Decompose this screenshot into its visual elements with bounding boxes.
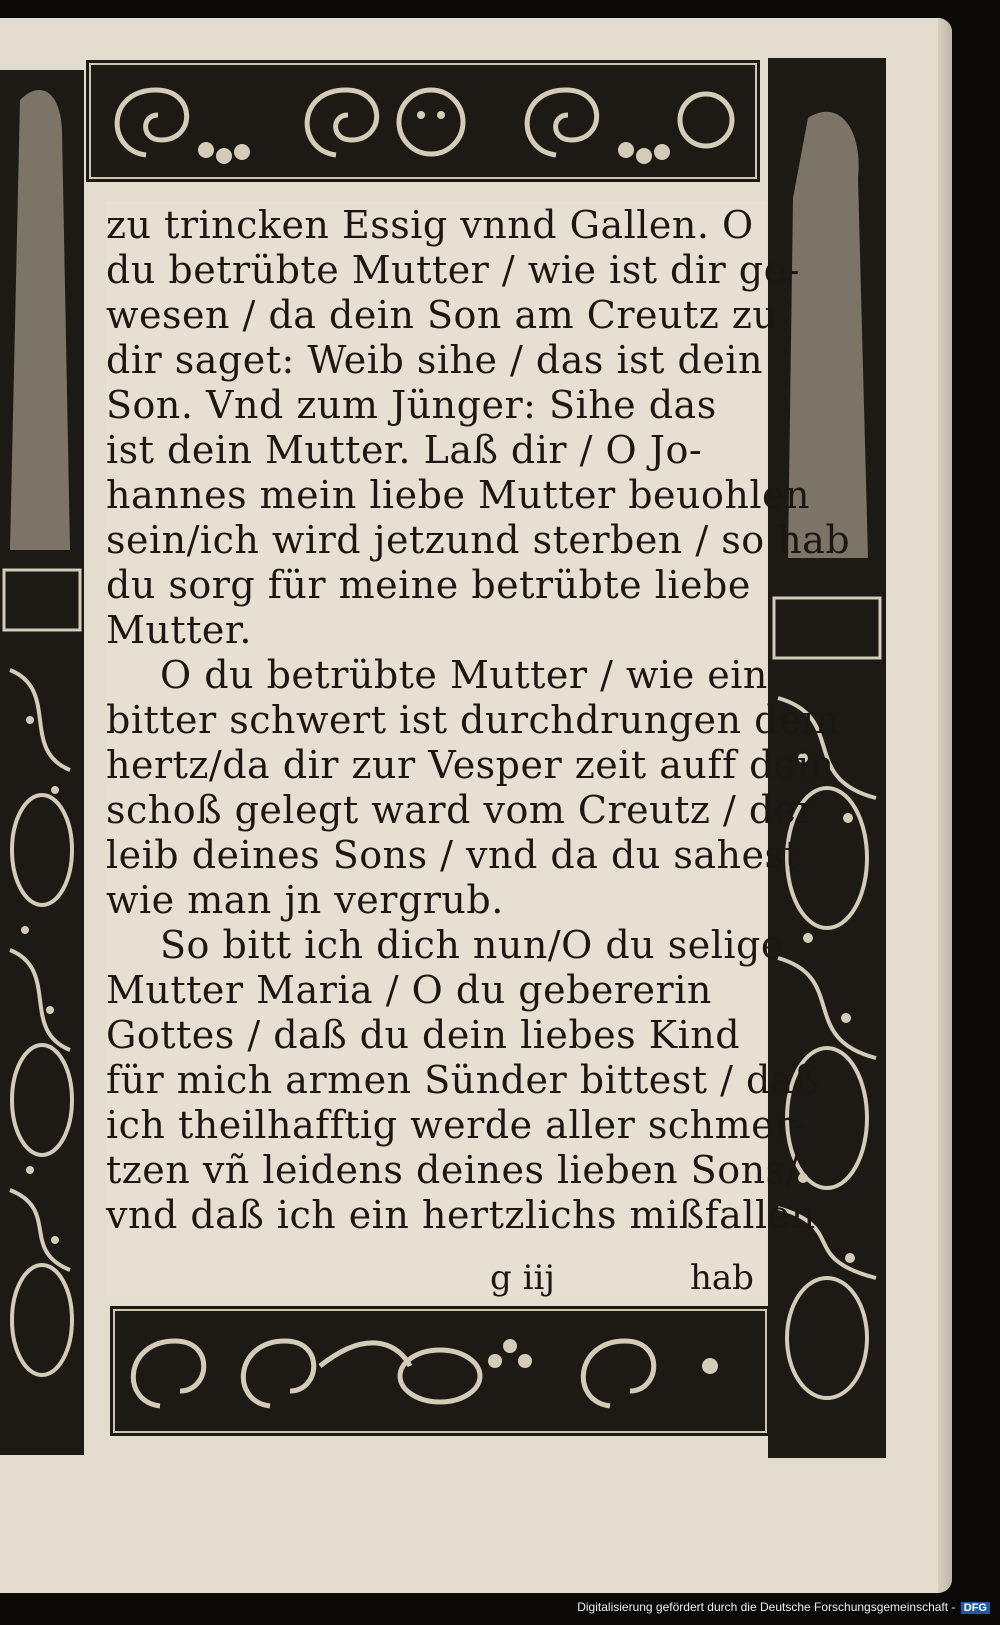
page-edge xyxy=(938,18,952,1593)
text-line: schoß gelegt ward vom Creutz / der xyxy=(106,788,816,832)
text-line: Son. Vnd zum Jünger: Sihe das xyxy=(106,383,717,427)
text-line: leib deines Sons / vnd da du sahest xyxy=(106,833,801,877)
text-line: Mutter Maria / O du gebererin xyxy=(106,968,712,1012)
dfg-logo: DFG xyxy=(961,1602,990,1614)
text-line: dir saget: Weib sihe / das ist dein xyxy=(106,338,763,382)
text-line: Mutter. xyxy=(106,608,252,652)
text-line: Gottes / daß du dein liebes Kind xyxy=(106,1013,741,1057)
catchword: hab xyxy=(690,1258,754,1298)
text-line: ist dein Mutter. Laß dir / O Jo- xyxy=(106,428,703,472)
book-page xyxy=(0,18,952,1593)
left-ornament-drawing xyxy=(0,70,84,1455)
text-line: hertz/da dir zur Vesper zeit auff dein xyxy=(106,743,835,787)
bottom-woodcut-border xyxy=(110,1306,770,1436)
text-line: sein/ich wird jetzund sterben / so hab xyxy=(106,518,851,562)
text-line: zu trincken Essig vnnd Gallen. O xyxy=(106,203,754,247)
bottom-ornament-drawing xyxy=(110,1306,770,1436)
signature-mark: g iij xyxy=(490,1258,555,1298)
text-line: wesen / da dein Son am Creutz zu xyxy=(106,293,778,337)
left-woodcut-border xyxy=(0,70,84,1455)
top-ornament-drawing xyxy=(86,60,760,182)
text-line: hannes mein liebe Mutter beuohlen xyxy=(106,473,810,517)
text-line: wie man jn vergrub. xyxy=(106,878,504,922)
credit-text: Digitalisierung gefördert durch die Deutsche Forschungsgemeinschaft - xyxy=(577,1600,956,1614)
text-line: tzen vñ leidens deines lieben Sons/ xyxy=(106,1148,799,1192)
text-line: ich theilhafftig werde aller schmer- xyxy=(106,1103,807,1147)
text-line: du sorg für meine betrübte liebe xyxy=(106,563,751,607)
text-line: du betrübte Mutter / wie ist dir ge- xyxy=(106,248,800,292)
text-line: vnd daß ich ein hertzlichs mißfallen xyxy=(106,1193,816,1237)
text-line: O du betrübte Mutter / wie ein xyxy=(160,653,768,697)
text-line: bitter schwert ist durchdrungen dein xyxy=(106,698,840,742)
text-line: für mich armen Sünder bittest / daß xyxy=(106,1058,820,1102)
text-line: So bitt ich dich nun/O du selige xyxy=(160,923,784,967)
digitization-credit xyxy=(577,1600,990,1614)
top-woodcut-border xyxy=(86,60,760,182)
